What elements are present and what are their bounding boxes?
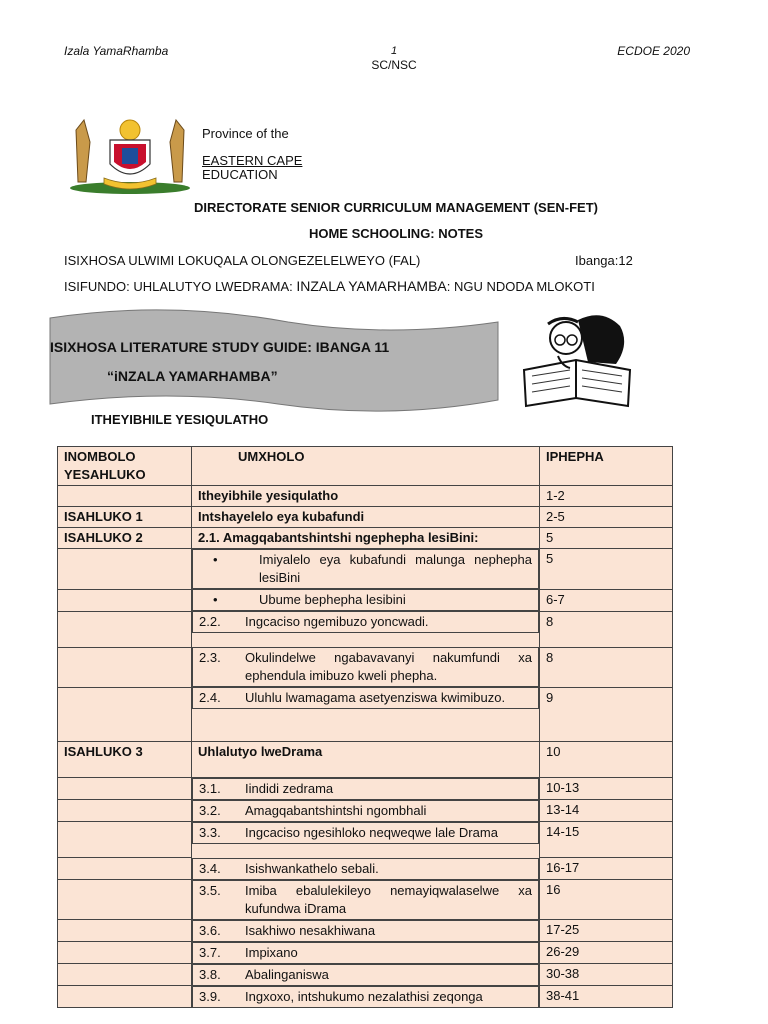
page-cell: 16 (540, 880, 673, 920)
chapter-cell: ISAHLUKO 2 (58, 528, 192, 549)
item-number: 3.9. (199, 988, 221, 1004)
topic-cell (192, 741, 540, 777)
table-row (58, 986, 673, 1008)
topic-cell (192, 986, 539, 1008)
chapter-cell (58, 611, 192, 647)
page-cell: 9 (540, 687, 673, 741)
chapter-cell (58, 942, 192, 964)
chapter-cell (58, 549, 192, 590)
table-row (58, 589, 673, 611)
page-cell: 16-17 (540, 858, 673, 880)
item-number: 3.5. (199, 882, 221, 898)
page-cell: 30-38 (540, 964, 673, 986)
chapter-cell: ISAHLUKO 1 (58, 507, 192, 528)
page-cell: 8 (540, 611, 673, 647)
chapter-cell (58, 687, 192, 741)
item-text: Imiba ebalulekileyo nemayiqwalaselwe xa kufundwa iDrama (245, 882, 532, 916)
item-number: 3.3. (199, 824, 221, 840)
table-row (58, 920, 673, 942)
chapter-cell (58, 822, 192, 858)
banner-subtitle: “iNZALA YAMARHAMBA” (107, 368, 278, 384)
item-text: Amagqabantshintshi ngombhali (245, 802, 427, 818)
item-text: Ingcaciso ngesihloko neqweqwe lale Drama (245, 824, 498, 840)
bullet-icon: • (213, 592, 218, 607)
table-header-row (58, 447, 673, 486)
table-row (58, 507, 673, 528)
item-number: 3.4. (199, 860, 221, 876)
toc-heading: ITHEYIBHILE YESIQULATHO (91, 412, 269, 427)
page-cell: 8 (540, 647, 673, 687)
topic-cell (192, 858, 539, 880)
table-row (58, 822, 673, 858)
table-row (58, 800, 673, 822)
topic-cell (192, 486, 540, 507)
coat-of-arms-logo (64, 112, 196, 196)
item-number: 2.3. (199, 650, 221, 665)
item-number: 3.8. (199, 966, 221, 982)
bullet-icon: • (213, 552, 218, 567)
chapter-cell (58, 964, 192, 986)
page-cell: 10 (540, 741, 673, 777)
province-line3: EDUCATION (202, 167, 278, 182)
isifundo-title: INZALA YAMARHAMBA (296, 278, 447, 294)
topic-cell (192, 800, 539, 822)
item-number: 3.7. (199, 944, 221, 960)
item-number: 2.2. (199, 614, 221, 629)
table-row (58, 741, 673, 777)
banner-shape (48, 308, 500, 418)
page-number: 1 (390, 45, 398, 57)
topic-cell (192, 964, 539, 986)
item-number: 3.2. (199, 802, 221, 818)
header-page (364, 44, 424, 72)
chapter-cell (58, 777, 192, 800)
item-text: Abalinganiswa (245, 966, 329, 982)
subject-line: ISIXHOSA ULWIMI LOKUQALA OLONGEZELELWEYO (FAL) (64, 253, 421, 268)
table-row (58, 528, 673, 549)
item-text: Intshayelelo eya kubafundi (198, 509, 365, 524)
topic-cell (192, 507, 540, 528)
table-row (58, 611, 673, 647)
directorate-title: DIRECTORATE SENIOR CURRICULUM MANAGEMENT (SEN-FET) (194, 200, 598, 215)
page-cell: 1-2 (540, 486, 673, 507)
topic-cell (192, 687, 539, 709)
topic-cell (192, 942, 539, 964)
chapter-cell (58, 647, 192, 687)
item-text: Iindidi zedrama (245, 780, 334, 796)
table-row (58, 486, 673, 507)
contents-table (57, 446, 673, 1008)
province-block (202, 127, 302, 182)
header-chapter: INOMBOLO YESAHLUKO (58, 447, 192, 486)
topic-cell (192, 647, 539, 687)
isifundo-prefix: ISIFUNDO: UHLALUTYO LWEDRAMA: (64, 279, 297, 294)
item-number: 2.4. (199, 690, 221, 705)
header-sub: SC/NSC (371, 58, 417, 72)
topic-cell (192, 822, 539, 844)
page-cell: 5 (540, 528, 673, 549)
table-row (58, 964, 673, 986)
province-line2: EASTERN CAPE (202, 153, 303, 168)
item-text: Ingxoxo, intshukumo nezalathisi zeqonga (245, 988, 483, 1004)
chapter-cell (58, 858, 192, 880)
table-row (58, 647, 673, 687)
page-cell: 6-7 (540, 589, 673, 611)
item-text: Imiyalelo eya kubafundi malunga nephepha lesiBini (259, 552, 532, 585)
reading-person-icon (518, 310, 636, 410)
chapter-cell (58, 589, 192, 611)
page-cell: 14-15 (540, 822, 673, 858)
table-row (58, 549, 673, 590)
topic-cell (192, 778, 539, 800)
item-text: Uhlalutyo lweDrama (198, 743, 323, 759)
page-cell: 10-13 (540, 777, 673, 800)
item-text: Itheyibhile yesiqulatho (198, 488, 339, 503)
chapter-cell (58, 880, 192, 920)
item-text: Okulindelwe ngabavavanyi nakumfundi xa ephendula imibuzo kweli phepha. (245, 650, 532, 683)
page-cell: 5 (540, 549, 673, 590)
topic-cell (192, 920, 539, 942)
home-schooling-title: HOME SCHOOLING: NOTES (308, 226, 484, 241)
chapter-cell (58, 986, 192, 1008)
item-number: 3.6. (199, 922, 221, 938)
item-text: Isishwankathelo sebali. (245, 860, 379, 876)
chapter-cell (58, 486, 192, 507)
isifundo-line (64, 278, 595, 294)
item-number: 3.1. (199, 780, 221, 796)
isifundo-author: : NGU NDODA MLOKOTI (446, 279, 595, 294)
topic-cell (192, 589, 539, 611)
header-page: IPHEPHA (540, 447, 673, 486)
header-right: ECDOE 2020 (617, 44, 690, 58)
grade-label: Ibanga:12 (575, 253, 633, 268)
topic-cell (192, 611, 539, 633)
chapter-cell: ISAHLUKO 3 (58, 741, 192, 777)
table-row (58, 942, 673, 964)
chapter-cell (58, 920, 192, 942)
table-row (58, 858, 673, 880)
page-cell: 17-25 (540, 920, 673, 942)
page-cell: 26-29 (540, 942, 673, 964)
item-text: Ingcaciso ngemibuzo yoncwadi. (245, 614, 429, 629)
table-row (58, 687, 673, 741)
page-cell: 38-41 (540, 986, 673, 1008)
chapter-cell (58, 800, 192, 822)
item-text: Impixano (245, 944, 298, 960)
banner-title: ISIXHOSA LITERATURE STUDY GUIDE: IBANGA 11 (50, 339, 390, 355)
item-text: 2.1. Amagqabantshintshi ngephepha lesiBini: (198, 530, 479, 545)
header-left: Izala YamaRhamba (64, 44, 169, 58)
page-cell: 13-14 (540, 800, 673, 822)
page-cell: 2-5 (540, 507, 673, 528)
table-row (58, 880, 673, 920)
topic-cell (192, 528, 540, 549)
table-body (58, 486, 673, 1008)
item-text: Uluhlu lwamagama asetyenziswa kwimibuzo. (245, 690, 506, 705)
province-line1: Province of the (202, 126, 289, 141)
topic-cell (192, 880, 539, 920)
item-text: Isakhiwo nesakhiwana (245, 922, 376, 938)
header-topic: UMXHOLO (192, 447, 540, 486)
topic-cell (192, 549, 539, 589)
item-text: Ubume bephepha lesibini (259, 592, 406, 607)
table-row (58, 777, 673, 800)
